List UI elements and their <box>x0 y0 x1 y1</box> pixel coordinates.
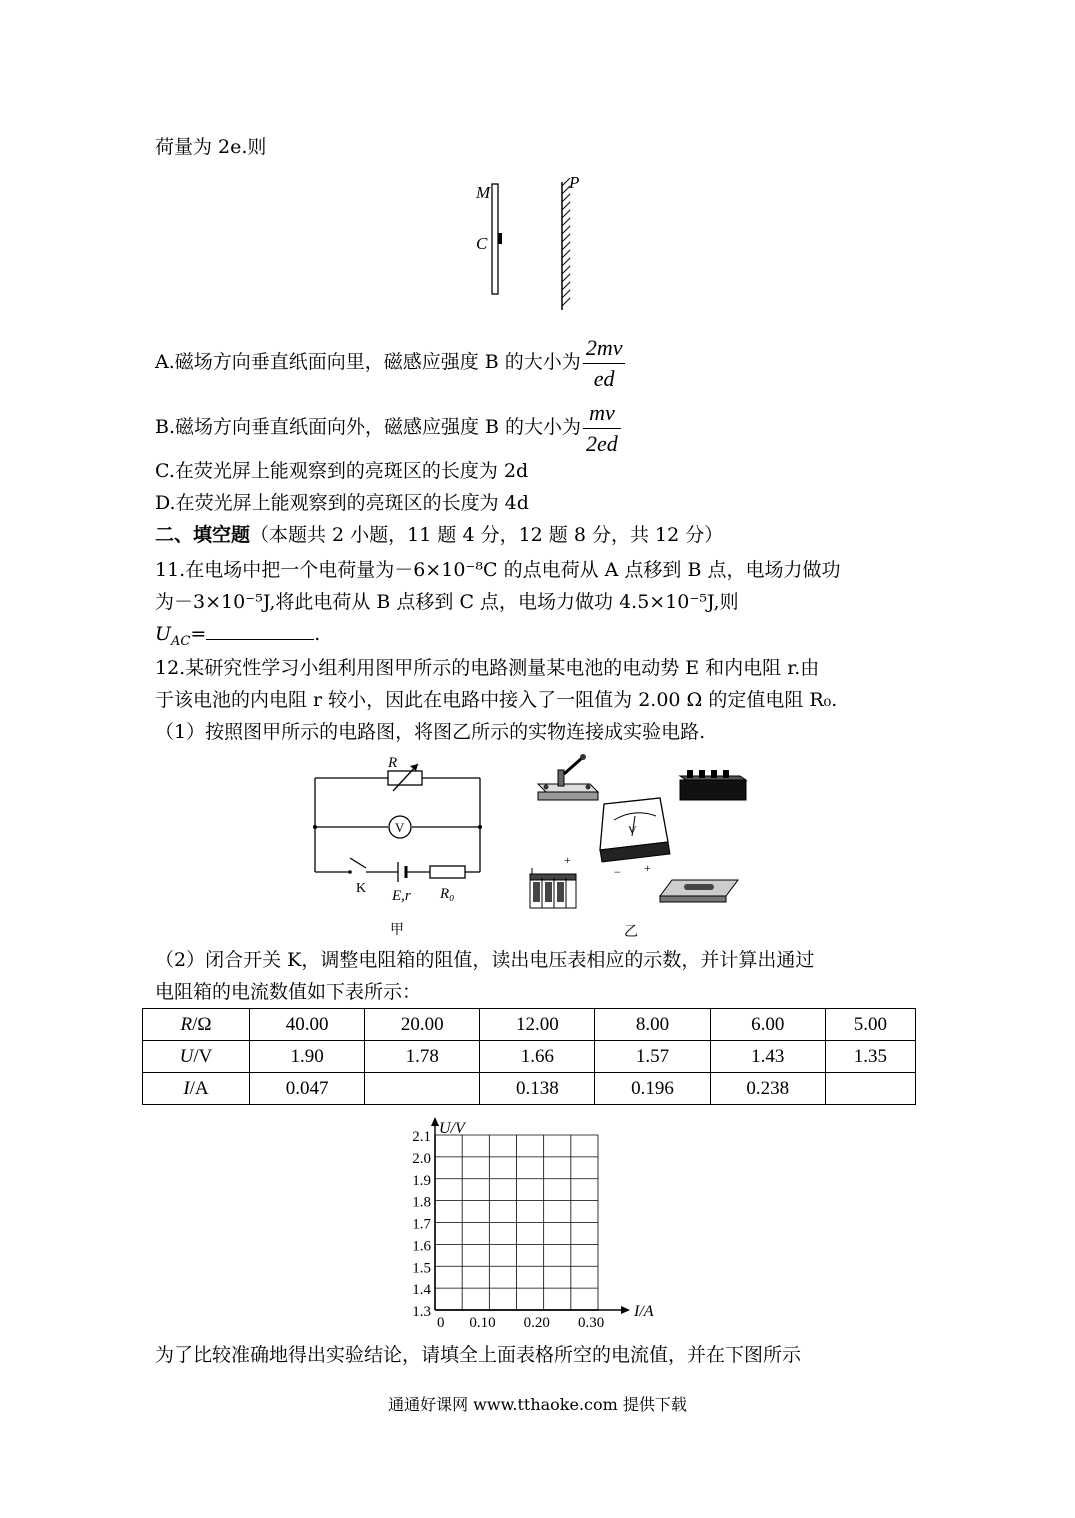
section-2-heading <box>155 521 723 549</box>
y-axis-arrow <box>431 1117 439 1126</box>
x-tick-label: 0 <box>437 1315 445 1331</box>
plate-m <box>492 184 498 294</box>
table-cell: 0.238 <box>710 1073 825 1105</box>
x-tick-label: 0.30 <box>578 1315 605 1331</box>
table-cell: 0.138 <box>480 1073 595 1105</box>
svg-text:+: + <box>564 853 571 867</box>
row-head-u: U/V <box>143 1041 250 1073</box>
x-axis-arrow <box>621 1306 630 1314</box>
table-cell: 1.57 <box>595 1041 710 1073</box>
battery-drawing <box>530 853 576 908</box>
table-cell: 5.00 <box>825 1009 915 1041</box>
q11-u: U <box>155 623 172 645</box>
resistor-r0 <box>430 866 465 878</box>
table-cell: 1.66 <box>480 1041 595 1073</box>
x-tick-label: 0.20 <box>523 1315 550 1331</box>
closing-line: 为了比较准确地得出实验结论，请填全上面表格所空的电流值，并在下图所示 <box>155 1344 802 1366</box>
switch-drawing <box>538 754 598 800</box>
y-tick-label: 1.8 <box>412 1194 431 1211</box>
y-tick-label: 1.9 <box>412 1172 431 1189</box>
table-row <box>143 1009 916 1041</box>
table-cell: 40.00 <box>250 1009 365 1041</box>
section-2-note: （本题共 2 小题，11 题 4 分，12 题 8 分，共 12 分） <box>250 524 724 546</box>
data-table <box>142 1008 916 1105</box>
q11-eq: = <box>190 623 207 645</box>
caption-jia: 甲 <box>390 923 404 938</box>
table-cell: 1.90 <box>250 1041 365 1073</box>
option-c: C.在荧光屏上能观察到的亮斑区的长度为 2d <box>155 460 529 482</box>
label-er: E,r <box>392 888 411 904</box>
table-cell: 0.196 <box>595 1073 710 1105</box>
table-cell: 1.43 <box>710 1041 825 1073</box>
circuit-diagram <box>300 750 500 940</box>
option-a-den: ed <box>593 365 615 391</box>
x-axis-label: I/A <box>634 1303 654 1320</box>
y-tick-label: 1.6 <box>412 1238 431 1255</box>
q12-line-3: （1）按照图甲所示的电路图，将图乙所示的实物连接成实验电路. <box>155 721 706 743</box>
table-cell: 20.00 <box>365 1009 480 1041</box>
q11-end: . <box>314 623 321 645</box>
option-b-fraction <box>583 398 621 459</box>
y-axis-label: U/V <box>439 1120 465 1137</box>
option-b-den: 2ed <box>586 430 618 456</box>
q11-line-3 <box>155 620 320 656</box>
section-2-title: 二、填空题 <box>155 524 251 546</box>
table-row <box>143 1041 916 1073</box>
resistance-box-drawing <box>680 770 746 800</box>
option-a <box>155 330 625 394</box>
label-m: M <box>476 183 491 202</box>
meter-v: V <box>628 823 637 837</box>
option-b-text: B.磁场方向垂直纸面向外，磁感应强度 B 的大小为 <box>155 416 582 438</box>
u-i-grid-chart <box>395 1115 665 1335</box>
label-r0: R₀ <box>440 886 455 902</box>
option-b-num: mv <box>583 398 621 429</box>
caption-yi: 乙 <box>624 925 638 940</box>
label-k: K <box>356 881 367 896</box>
q11-line-1: 11.在电场中把一个电荷量为－6×10⁻⁸C 的点电荷从 A 点移到 B 点，电场力做功 <box>155 559 841 581</box>
option-a-num: 2mv <box>583 333 626 364</box>
q12-line-2: 于该电池的内电阻 r 较小，因此在电路中接入了一阻值为 2.00 Ω 的定值电阻 R₀. <box>155 689 838 711</box>
table-cell: 12.00 <box>480 1009 595 1041</box>
page-footer: 通通好课网 www.tthaoke.com 提供下载 <box>388 1395 687 1414</box>
row-head-i: I/A <box>143 1073 250 1105</box>
label-c: C <box>476 234 488 253</box>
q12-line-5: 电阻箱的电流数值如下表所示： <box>155 981 422 1003</box>
table-cell: 1.35 <box>825 1041 915 1073</box>
label-v: V <box>395 820 405 835</box>
option-a-fraction <box>583 333 626 394</box>
q12-line-1: 12.某研究性学习小组利用图甲所示的电路测量某电池的电动势 E 和内电阻 r.由 <box>155 657 820 679</box>
option-d: D.在荧光屏上能观察到的亮斑区的长度为 4d <box>155 492 529 514</box>
fixed-resistor-drawing <box>660 880 738 902</box>
row-head-r: R/Ω <box>143 1009 250 1041</box>
plate-screen-figure <box>470 172 590 317</box>
table-cell: 8.00 <box>595 1009 710 1041</box>
q11-line-2: 为－3×10⁻⁵J,将此电荷从 B 点移到 C 点，电场力做功 4.5×10⁻⁵J,则 <box>155 591 739 613</box>
table-cell-blank[interactable] <box>365 1073 480 1105</box>
label-r: R <box>388 755 398 771</box>
meter-plus: + <box>644 861 651 875</box>
y-tick-label: 1.7 <box>412 1216 431 1233</box>
label-p: P <box>569 173 580 192</box>
option-b <box>155 395 621 459</box>
x-tick-label: 0.10 <box>469 1315 496 1331</box>
table-cell: 1.78 <box>365 1041 480 1073</box>
y-tick-label: 1.4 <box>412 1282 431 1299</box>
apparatus-figure <box>520 752 750 942</box>
source-c <box>498 233 502 244</box>
y-tick-label: 2.1 <box>412 1129 431 1145</box>
y-tick-label: 1.3 <box>412 1304 431 1320</box>
q11-answer-blank[interactable] <box>206 621 314 640</box>
table-cell-blank[interactable] <box>825 1073 915 1105</box>
y-tick-label: 1.5 <box>412 1260 431 1277</box>
intro-line: 荷量为 2e.则 <box>155 136 267 158</box>
screen-hatch <box>562 178 570 306</box>
q12-line-4: （2）闭合开关 K，调整电阻箱的阻值，读出电压表相应的示数，并计算出通过 <box>155 949 815 971</box>
y-tick-label: 2.0 <box>412 1150 431 1167</box>
meter-minus: − <box>614 865 621 879</box>
table-cell: 6.00 <box>710 1009 825 1041</box>
voltmeter-drawing <box>600 798 670 879</box>
table-cell: 0.047 <box>250 1073 365 1105</box>
table-row <box>143 1073 916 1105</box>
option-a-text: A.磁场方向垂直纸面向里，磁感应强度 B 的大小为 <box>155 351 581 373</box>
q11-sub: AC <box>171 633 191 649</box>
